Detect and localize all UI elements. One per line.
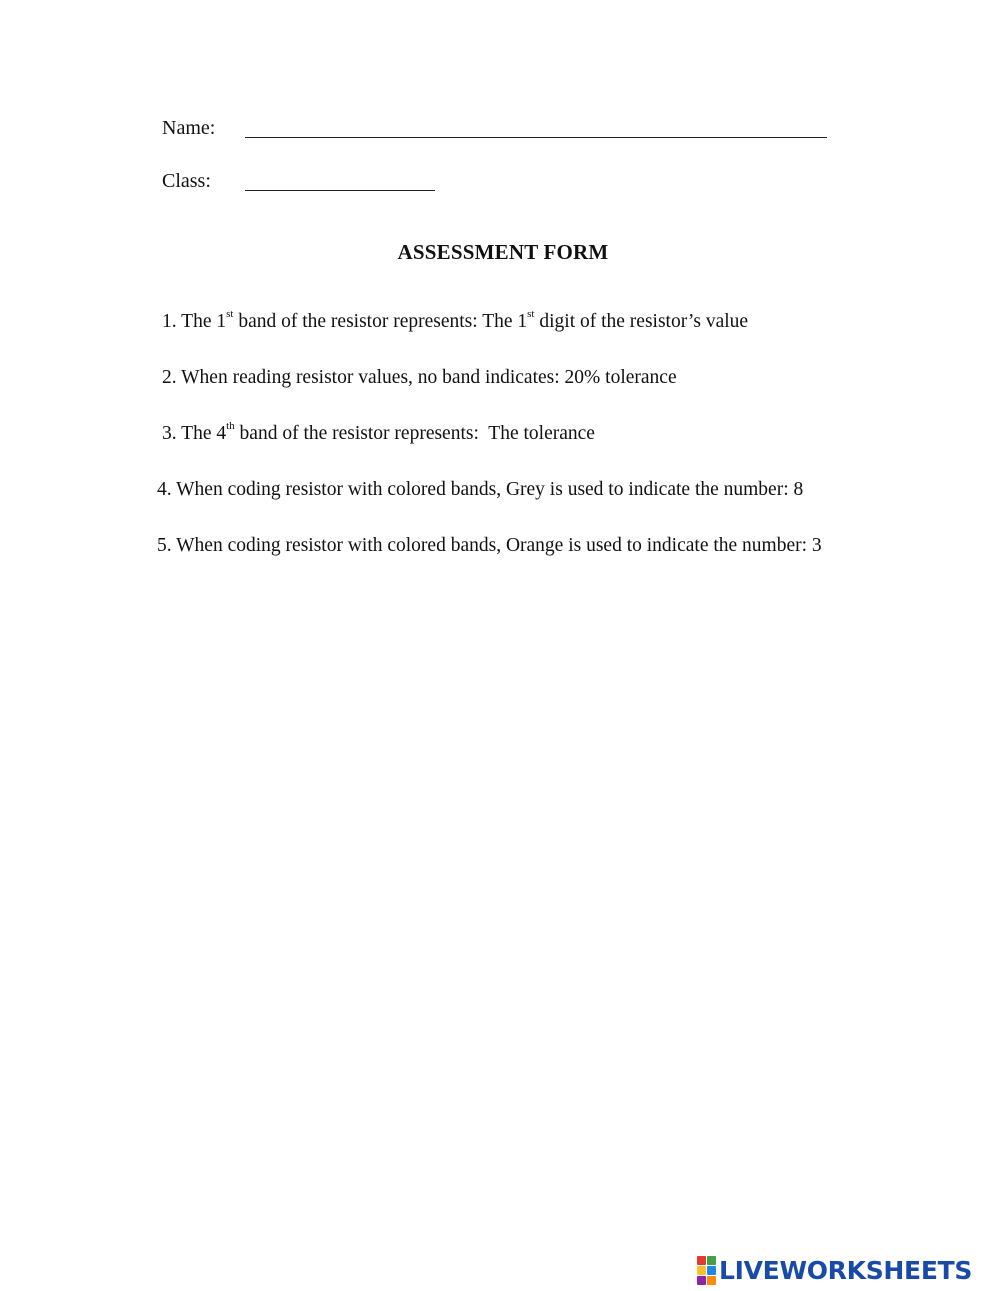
question-number: 1. <box>162 311 177 332</box>
name-label: Name: <box>162 117 216 139</box>
question-text: The 1 <box>181 311 227 332</box>
class-label: Class: <box>162 170 211 192</box>
question-number: 2. <box>162 367 177 388</box>
class-field-row <box>162 170 435 193</box>
logo-block <box>707 1276 716 1285</box>
question-text: band of the resistor represents: The 1 <box>233 311 528 332</box>
question-4 <box>157 479 803 501</box>
logo-block <box>697 1276 706 1285</box>
question-2 <box>162 367 677 389</box>
question-3 <box>162 420 595 445</box>
superscript: st <box>226 308 234 320</box>
name-field-row <box>162 117 827 140</box>
logo-text: LIVEWORKSHEETS <box>719 1255 973 1285</box>
liveworksheets-logo[interactable] <box>697 1255 972 1285</box>
name-input-line[interactable] <box>245 119 827 138</box>
question-5 <box>157 535 822 557</box>
logo-blocks-icon <box>697 1256 716 1285</box>
question-text: digit of the resistor’s value <box>534 311 749 332</box>
page-title: ASSESSMENT FORM <box>397 240 609 264</box>
question-number: 5. <box>157 535 172 556</box>
question-number: 4. <box>157 479 172 500</box>
question-1 <box>162 308 749 333</box>
logo-block <box>707 1266 716 1275</box>
superscript: th <box>226 420 235 432</box>
superscript: st <box>527 308 535 320</box>
question-text: When reading resistor values, no band indicates: 20% tolerance <box>181 367 677 388</box>
question-text: band of the resistor represents: The tolerance <box>234 423 595 444</box>
question-number: 3. <box>162 423 177 444</box>
class-input-line[interactable] <box>245 172 435 191</box>
logo-block <box>707 1256 716 1265</box>
question-text: The 4 <box>181 423 227 444</box>
logo-block <box>697 1266 706 1275</box>
logo-block <box>697 1256 706 1265</box>
question-text: When coding resistor with colored bands, Orange is used to indicate the number: 3 <box>176 535 822 556</box>
question-text: When coding resistor with colored bands, Grey is used to indicate the number: 8 <box>176 479 804 500</box>
